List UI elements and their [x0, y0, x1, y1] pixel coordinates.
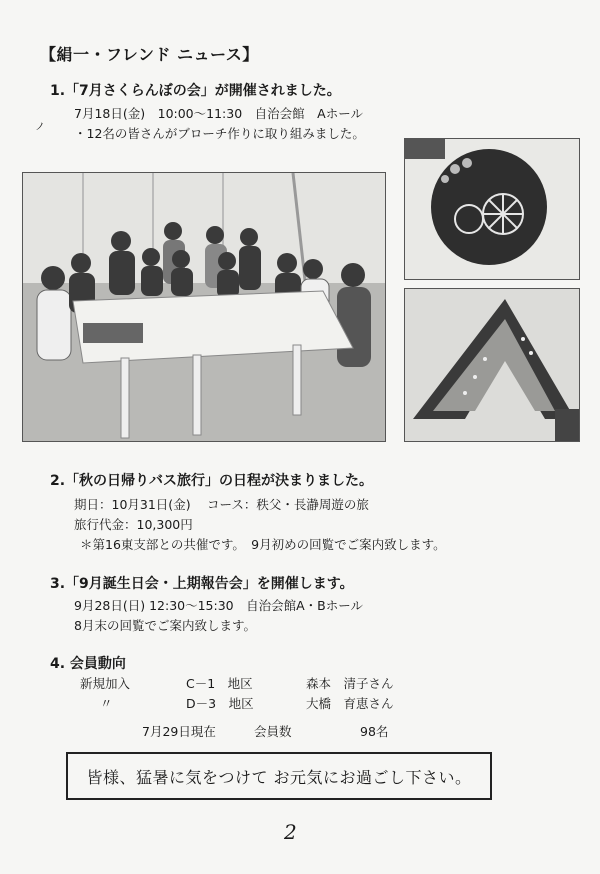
member-row-name: 森本 清子さん	[306, 676, 394, 691]
member-asof-date: 7月29日現在	[142, 724, 216, 739]
closing-notice-text: 皆様、猛暑に気をつけて お元気にお過ごし下さい。	[86, 767, 472, 787]
section1-date: 7月18日(金) 10:00～11:30 自治会館 Aホール	[74, 106, 363, 121]
member-row-name: 大橋 育恵さん	[306, 696, 394, 711]
section2-note: ＊第16東支部との共催です。 9月初めの回覧でご案内致します。	[80, 537, 446, 552]
section3-note: 8月末の回覧でご案内致します。	[74, 618, 256, 633]
section2-price: 旅行代金：10,300円	[74, 517, 193, 532]
stray-mark: ノ	[35, 122, 45, 133]
brooch-photo-2	[404, 288, 580, 442]
section3-heading: 3.「9月誕生日会・上期報告会」を開催します。	[50, 576, 354, 592]
section1-detail: ・12名の皆さんがブローチ作りに取り組みました。	[74, 126, 365, 141]
member-row-district: C－1 地区	[186, 676, 253, 691]
section4-heading: 4. 会員動向	[50, 656, 126, 672]
member-row-label: 新規加入	[80, 676, 131, 691]
member-count-value: 98名	[360, 724, 389, 739]
newsletter-title: 【絹一・フレンド ニュース】	[40, 45, 259, 64]
section2-date-course: 期日：10月31日(金) コース：秩父・長瀞周遊の旅	[74, 497, 369, 512]
page-number: 2	[284, 820, 297, 844]
member-count-label: 会員数	[254, 724, 292, 739]
member-row-label: 〃	[100, 696, 113, 711]
section2-heading: 2.「秋の日帰りバス旅行」の日程が決まりました。	[50, 473, 374, 489]
section1-heading: 1.「7月さくらんぼの会」が開催されました。	[50, 83, 341, 99]
group-photo	[22, 172, 386, 442]
section3-date: 9月28日(日) 12:30～15:30 自治会館A・Bホール	[74, 598, 364, 613]
closing-notice-box	[66, 752, 492, 800]
brooch-photo-1	[404, 138, 580, 280]
member-row-district: D－3 地区	[186, 696, 254, 711]
